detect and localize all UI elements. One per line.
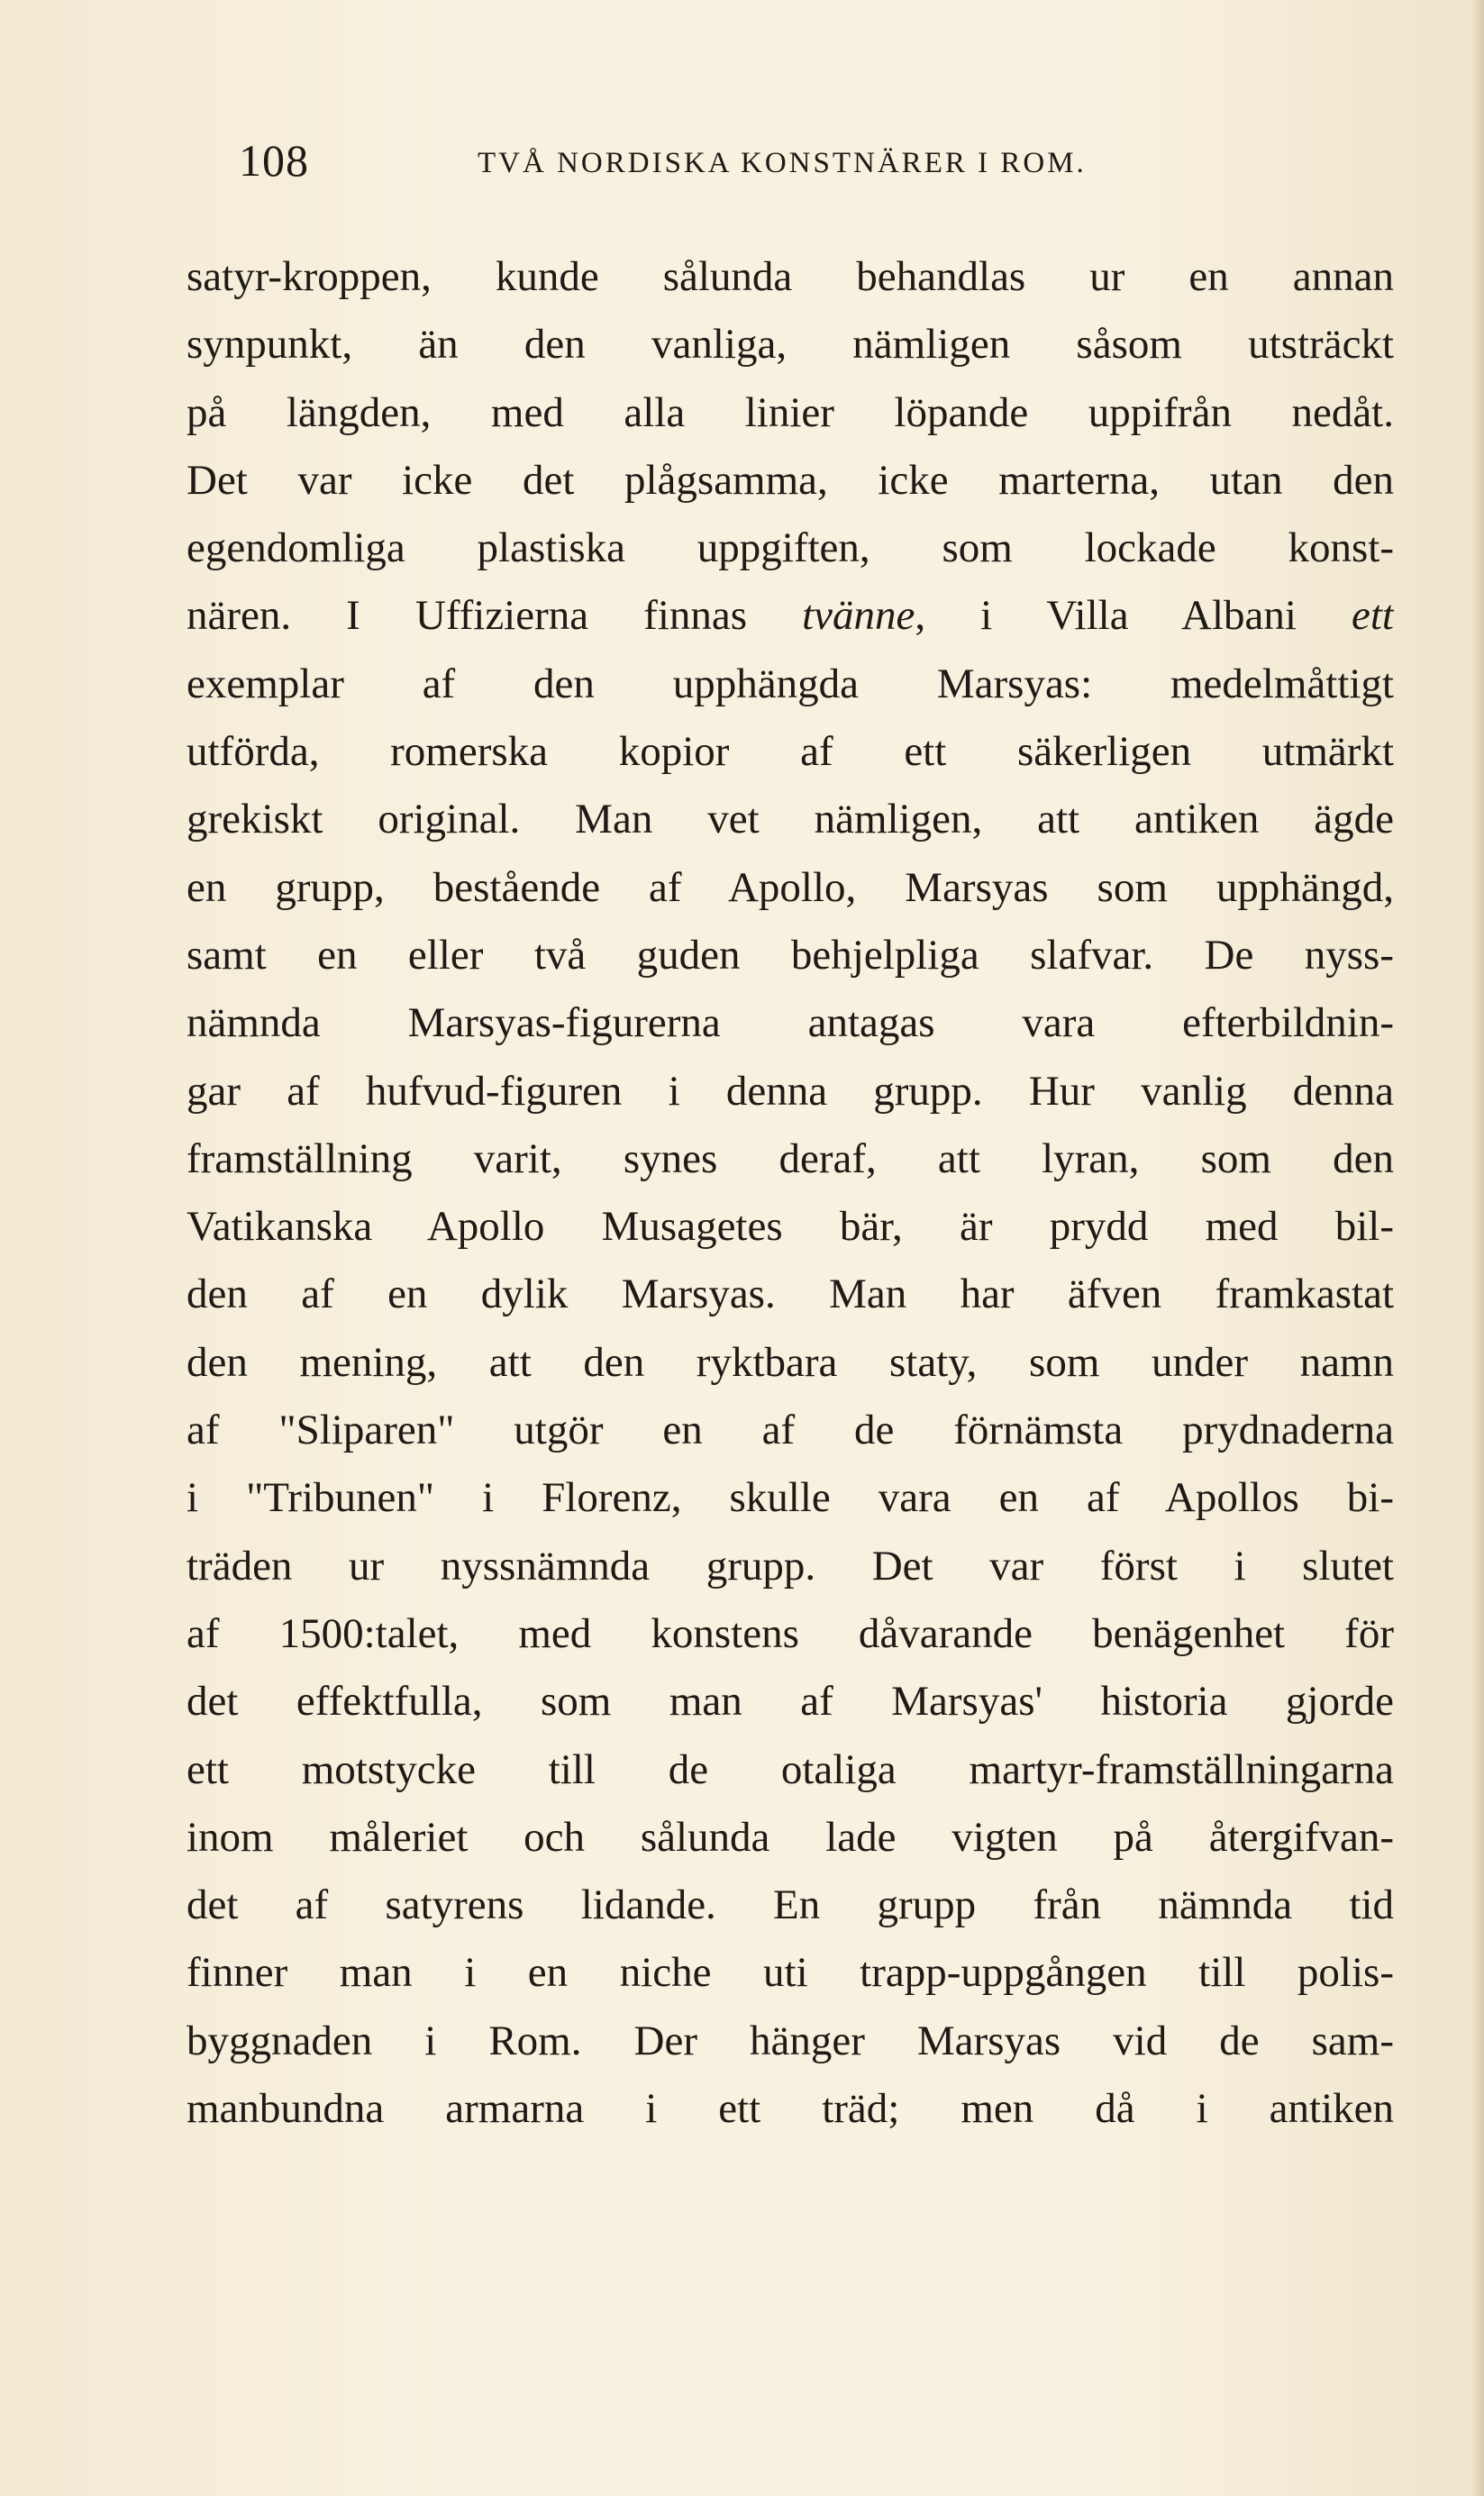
- text-line: den af en dylik Marsyas. Man har äfven framkastat: [187, 1271, 1394, 1318]
- text-line: exemplar af den upphängda Marsyas: medelmåttigt: [187, 660, 1394, 707]
- text-line: grekiskt original. Man vet nämligen, att antiken ägde: [187, 796, 1394, 843]
- text-line: samt en eller två guden behjelpliga slafvar. De nyss-: [187, 931, 1394, 979]
- text-line: egendomliga plastiska uppgiften, som lockade konst-: [187, 524, 1394, 572]
- text-line: Det var icke det plågsamma, icke marterna, utan den: [187, 456, 1394, 504]
- text-line: på längden, med alla linier löpande uppifrån nedåt.: [187, 388, 1394, 436]
- text-line: träden ur nyssnämnda grupp. Det var först i slutet: [187, 1542, 1394, 1590]
- text-line: manbundna armarna i ett träd; men då i antiken: [187, 2085, 1394, 2133]
- text-line: den mening, att den ryktbara staty, som under namn: [187, 1338, 1394, 1386]
- text-line: af 1500:talet, med konstens dåvarande benägenhet för: [187, 1609, 1394, 1657]
- text-line: af "Sliparen" utgör en af de förnämsta prydnaderna: [187, 1407, 1394, 1454]
- text-line: nämnda Marsyas-figurerna antagas vara efterbildnin-: [187, 999, 1394, 1047]
- text-line: satyr-kroppen, kunde sålunda behandlas ur en annan: [187, 253, 1394, 300]
- page-header: [239, 133, 1140, 187]
- page-edge-shadow: [1471, 0, 1484, 2496]
- text-line: Vatikanska Apollo Musagetes bär, är prydd med bil-: [187, 1203, 1394, 1251]
- text-line: finner man i en niche uti trapp-uppgången till polis-: [187, 1949, 1394, 1997]
- italic-word: ett: [1352, 592, 1394, 640]
- text-line: utförda, romerska kopior af ett säkerligen utmärkt: [187, 728, 1394, 776]
- text-line: i "Tribunen" i Florenz, skulle vara en af Apollos bi-: [187, 1474, 1394, 1522]
- page-number: 108: [239, 135, 309, 186]
- text-segment: , i Villa Albani: [915, 592, 1352, 640]
- text-line: det effektfulla, som man af Marsyas' historia gjorde: [187, 1678, 1394, 1726]
- text-line: gar af hufvud-figuren i denna grupp. Hur vanlig denna: [187, 1067, 1394, 1115]
- text-line: framställning varit, synes deraf, att lyran, som den: [187, 1134, 1394, 1182]
- text-segment: nären. I Uffizierna finnas: [187, 592, 803, 640]
- text-line: byggnaden i Rom. Der hänger Marsyas vid de sam-: [187, 2017, 1394, 2064]
- running-title: TVÅ NORDISKA KONSTNÄRER I ROM.: [478, 147, 1087, 179]
- text-line: en grupp, bestående af Apollo, Marsyas som upphängd,: [187, 863, 1394, 911]
- body-text: [187, 243, 1394, 2143]
- text-line: [187, 582, 1394, 650]
- text-line: synpunkt, än den vanliga, nämligen såsom utsträckt: [187, 321, 1394, 369]
- text-line: ett motstycke till de otaliga martyr-framställningarna: [187, 1745, 1394, 1793]
- text-line: det af satyrens lidande. En grupp från nämnda tid: [187, 1881, 1394, 1929]
- italic-word: tvänne: [802, 592, 915, 640]
- text-line: inom måleriet och sålunda lade vigten på återgifvan-: [187, 1813, 1394, 1861]
